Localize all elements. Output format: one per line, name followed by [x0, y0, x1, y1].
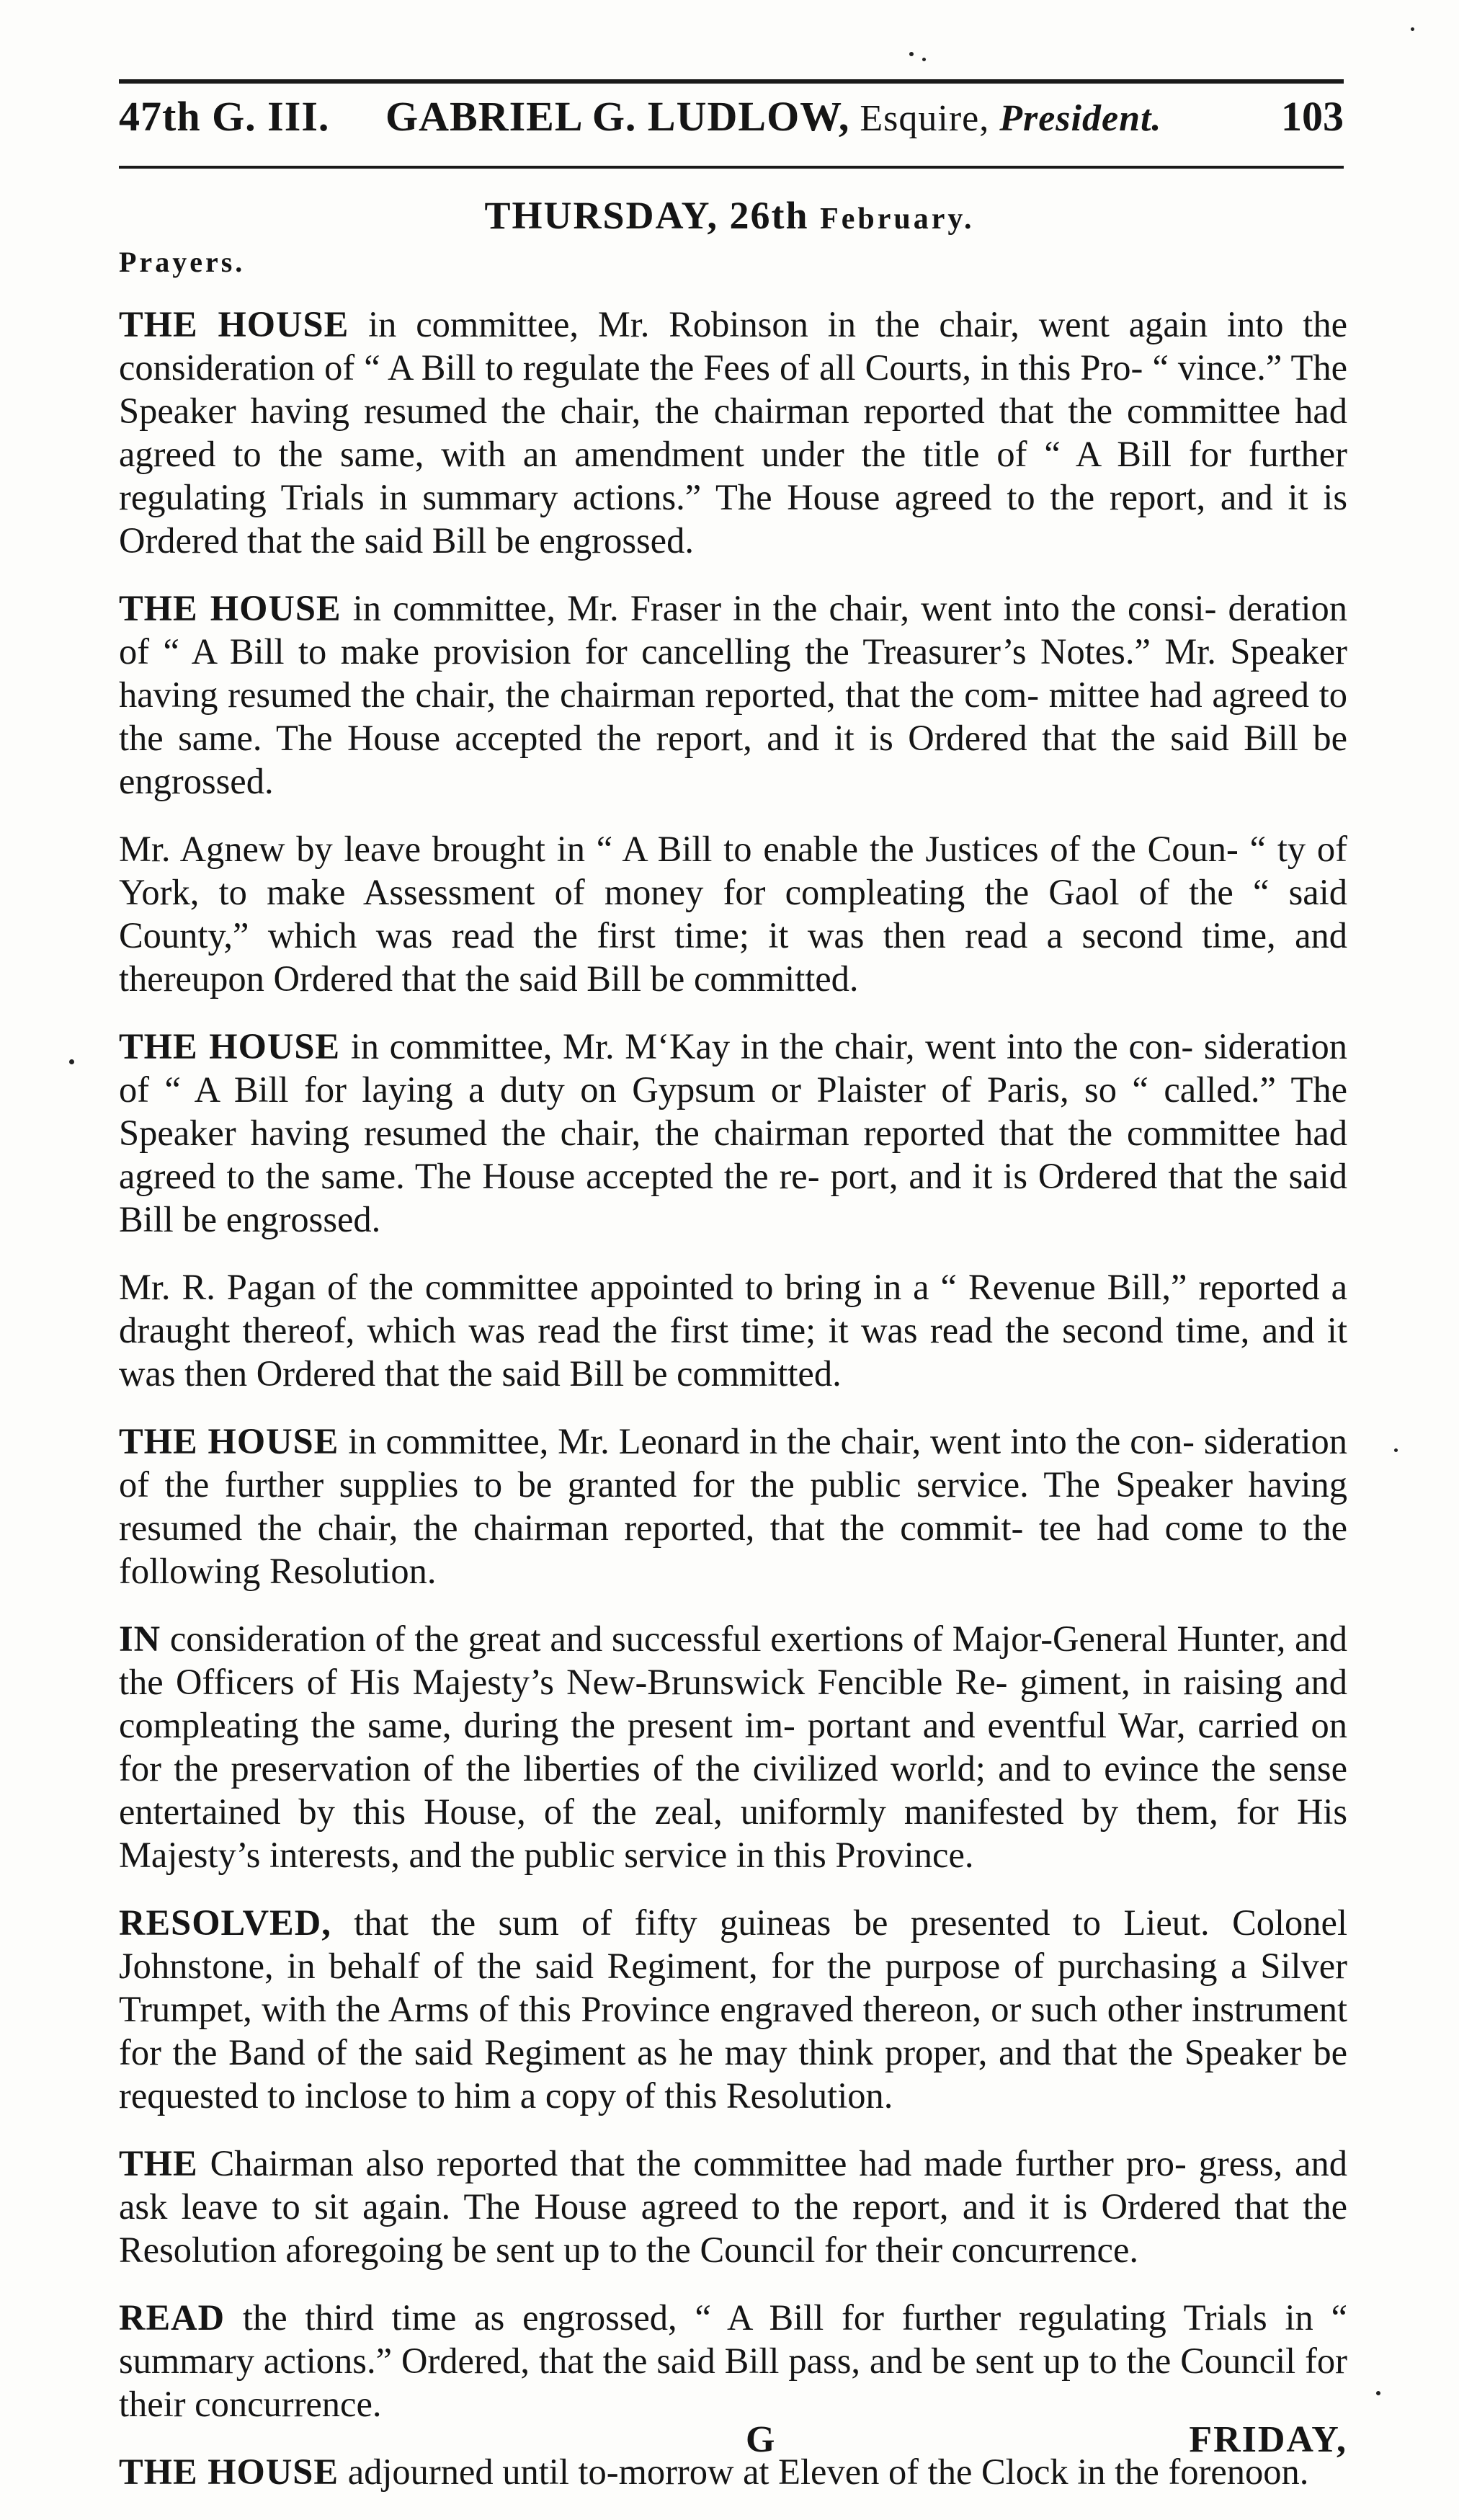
journal-paragraph [119, 587, 1347, 803]
header-rule [119, 166, 1344, 169]
print-speck [909, 52, 914, 56]
journal-paragraph [119, 1420, 1347, 1593]
paragraph-text: in committee, Mr. Robinson in the chair, went again into the consideration of “ A Bill to regulate the Fees of all Courts, in this Pro- “ vince.” The Speaker having resumed the chair, the chairman reported that the committee had agreed to the same, with an amendment under the title of “ A Bill for further regulating Trials in summary actions.” The House agreed to the report, and it is Ordered that the said Bill be engrossed. [119, 304, 1348, 561]
journal-paragraph [119, 2142, 1347, 2271]
catchword: FRIDAY, [1189, 2419, 1347, 2460]
journal-paragraph [119, 2296, 1347, 2426]
running-title-name: GABRIEL G. LUDLOW, [385, 93, 850, 140]
running-head [119, 92, 1344, 157]
journal-paragraph [119, 303, 1347, 562]
paragraph-text: in committee, Mr. M‘Kay in the chair, went into the con- sideration of “ A Bill for laying a duty on Gypsum or Plaister of Paris, so “ called.” The Speaker having resumed the chair, the chairman reported that the committee had agreed to the same. The House accepted the re- port, and it is Ordered that the said Bill be engrossed. [119, 1026, 1347, 1239]
page-footer [119, 2418, 1347, 2469]
paragraph-lead: THE HOUSE [119, 1026, 341, 1067]
paragraph-text: that the sum of fifty guineas be presented to Lieut. Colonel Johnstone, in behalf of the said Regiment, for the purpose of purchasing a Silver Trumpet, with the Arms of this Province engraved thereon, or such other instrument for the Band of the said Regiment as he may think proper, and that the Speaker be requested to inclose to him a copy of this Resolution. [119, 1902, 1347, 2116]
paragraph-text: Mr. R. Pagan of the committee appointed to bring in a “ Revenue Bill,” reported a draught thereof, which was read the first time; it was read the second time, and it was then Ordered that the said Bill be committed. [119, 1267, 1347, 1394]
journal-paragraph [119, 1025, 1347, 1241]
paragraph-text: consideration of the great and successful exertions of Major-General Hunter, and the Officers of His Majesty’s New-Brunswick Fencible Re- giment, in raising and compleating the same, during the present im- portant and eventful War, carried on for the preservation of the liberties of the civilized world; and to evince the sense entertained by this House, of the zeal, uniformly manifested by them, for His Majesty’s interests, and the public service in this Province. [119, 1619, 1347, 1875]
paragraph-text: Chairman also reported that the committee had made further pro- gress, and ask leave to sit again. The House agreed to the report, and it is Ordered that the Resolution aforegoing be sent up to the Council for their concurrence. [119, 2143, 1347, 2270]
paragraph-lead: THE [119, 2143, 198, 2183]
journal-paragraph [119, 827, 1347, 1000]
journal-paragraph [119, 1901, 1347, 2117]
paragraph-text: in committee, Mr. Fraser in the chair, went into the consi- deration of “ A Bill to make provision for cancelling the Treasurer’s Notes.” Mr. Speaker having resumed the chair, the chairman reported, that the com- mittee had agreed to the same. The House accepted the report, and it is Ordered that the said Bill be engrossed. [119, 588, 1348, 801]
print-speck [922, 58, 926, 61]
paragraph-lead: THE HOUSE [119, 588, 342, 628]
date-heading [0, 193, 1459, 238]
paragraph-text: Mr. Agnew by leave brought in “ A Bill to enable the Justices of the Coun- “ ty of York, to make Assessment of money for compleating the Gaol of the “ said County,” which was read the first time; it was then read a second time, and thereupon Ordered that the said Bill be committed. [119, 829, 1347, 999]
paragraph-text: in committee, Mr. Leonard in the chair, went into the con- sideration of the further supplies to be granted for the public service. The Speaker having resumed the chair, the chairman reported, that the commit- tee had come to the following Resolution. [119, 1421, 1347, 1591]
print-speck [1394, 1448, 1398, 1452]
top-rule [119, 79, 1344, 84]
signature-mark: G [746, 2419, 775, 2460]
paragraph-lead: IN [119, 1619, 161, 1659]
running-title [385, 92, 1161, 141]
prayers-heading: Prayers. [119, 246, 246, 278]
running-title-rest: Esquire, [849, 98, 1000, 139]
running-title-role: President. [999, 98, 1162, 139]
paragraph-lead: RESOLVED, [119, 1902, 331, 1943]
print-speck [69, 1059, 74, 1064]
paragraph-lead: THE HOUSE [119, 1421, 339, 1461]
print-speck [1411, 27, 1414, 31]
paragraph-text: the third time as engrossed, “ A Bill for further regulating Trials in “ summary actions.” Ordered, that the said Bill pass, and be sent up to the Council for their concurrence. [119, 2297, 1347, 2424]
paragraph-text: adjourned until to-morrow at Eleven of the Clock in the forenoon. [339, 2452, 1309, 2492]
date-month: February. [820, 202, 975, 236]
journal-paragraph [119, 1265, 1347, 1395]
journal-body [119, 303, 1347, 2518]
print-speck [1376, 2391, 1380, 2395]
regnal-year: 47th G. III. [119, 93, 330, 140]
paragraph-lead: THE HOUSE [119, 2452, 339, 2492]
paragraph-lead: READ [119, 2297, 226, 2338]
journal-paragraph [119, 1617, 1347, 1876]
page-number: 103 [1281, 93, 1344, 140]
date-day: THURSDAY, 26th [484, 194, 821, 237]
paragraph-lead: THE HOUSE [119, 304, 349, 344]
